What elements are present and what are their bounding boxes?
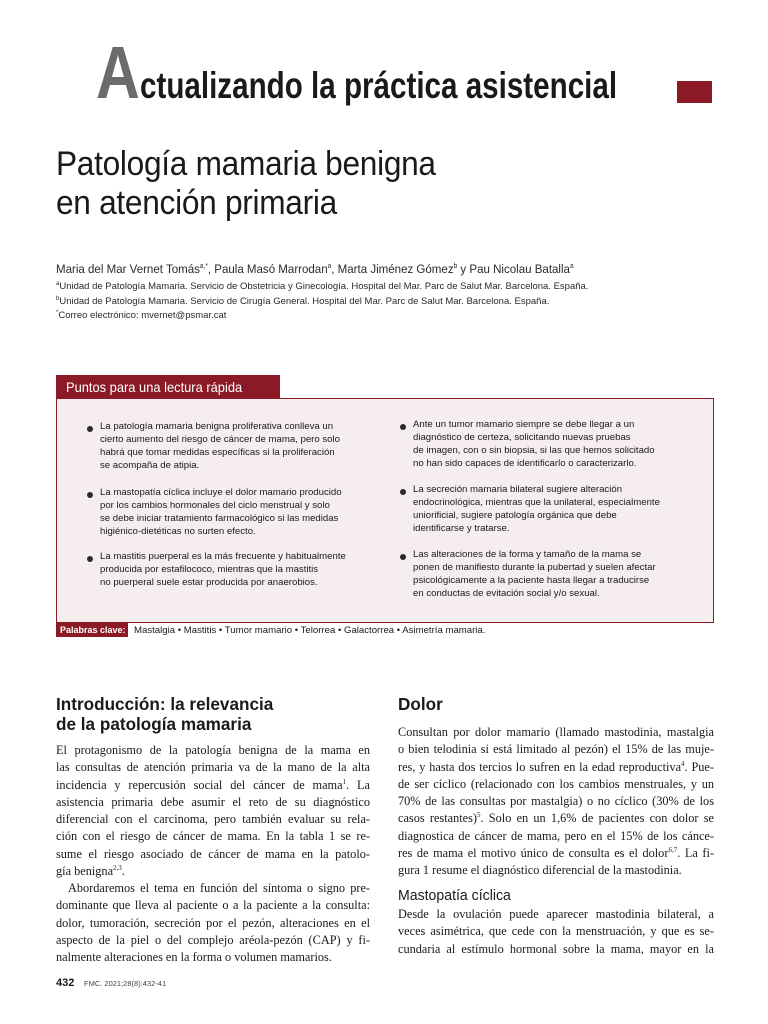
journal-reference: FMC. 2021;28(8):432-41	[84, 979, 167, 988]
mastopatia-heading: Mastopatía cíclica	[398, 887, 511, 904]
bullet-icon	[87, 492, 93, 498]
author-sup: a,*	[199, 262, 208, 270]
mastopatia-paragraph: Desde la ovulación puede aparecer mastodinia bilateral, a veces asimétrica, que cede con la menstruación, y que es se- cundaria al estímulo hormonal sobre la mama, mayor en la	[398, 907, 714, 956]
corresponding-email: *Correo electrónico: mvernet@psmar.cat	[56, 310, 227, 322]
article-title-line-1: Patología mamaria benigna	[56, 145, 436, 183]
author-name: y Pau Nicolau Batalla	[457, 262, 570, 276]
dolor-paragraph: Consultan por dolor mamario (llamado mastodinia, mastalgia o bien telodinia si está limitado al pezón) el 15% de las muje- res, y hasta dos tercios lo sufren en la edad reproductiva$^4$. Pue- de ser cíclico (relacionado con los cambios menstruales, y un 70% de las consultas por mastalgia) o no cíclico (30% de los casos restantes)$^5$. Solo en un 1,6% de pacientes con dolor se diagnostica de cáncer de mama, pero en el 15% de los cánce- res de mama el motivo único de consulta es el dolor$^{6,7}$. La fi- gura 1 resume el diagnóstico diferencial de la mastodinia.	[398, 725, 714, 878]
quick-read-heading: Puntos para una lectura rápida	[56, 375, 280, 399]
section-banner	[96, 31, 716, 114]
keywords-label: Palabras clave:	[56, 623, 128, 637]
quick-point: La patología mamaria benigna proliferativa conlleva un cierto aumento del riesgo de cáncer de mama, pero solo habrá que tomar medidas específicas si la proliferación se acompaña de atipia.	[100, 421, 340, 471]
author-sup: a	[569, 262, 574, 270]
quick-point: Las alteraciones de la forma y tamaño de la mama se ponen de manifiesto durante la pubertad y suelen afectar psicológicamente a la paciente hasta llegar a traducirse en conductas de evitación social y/o sexual.	[413, 549, 656, 599]
quick-point: La mastopatía cíclica incluye el dolor mamario producido por los cambios hormonales del ciclo menstrual y solo se debe iniciar tratamiento farmacológico si las medidas higiénico-dietéticas no surten efecto.	[100, 487, 342, 537]
quick-point: La mastitis puerperal es la más frecuente y habitualmente producida por estafilococo, mientras que la mastitis no puerperal suele estar producida por anaerobios.	[100, 551, 346, 588]
author-sup: a	[327, 262, 332, 270]
quick-point: Ante un tumor mamario siempre se debe llegar a un diagnóstico de certeza, solicitando nuevas pruebas de imagen, con o sin biopsia, si las que hemos solicitado no han sido capaces de identificarlo o caracterizarlo.	[413, 419, 655, 469]
article-title	[56, 145, 556, 223]
article-title-line-2: en atención primaria	[56, 184, 337, 222]
author-name: , Paula Masó Marrodan	[207, 262, 328, 276]
affiliation: $^b$Unidad de Patología Mamaria. Servicio de Cirugía General. Hospital del Mar. Parc de Salut Mar. Barcelona. España.	[56, 296, 550, 308]
intro-paragraph-2: Abordaremos el tema en función del síntoma o signo pre- dominante que lleva al paciente o a la paciente a la consulta: dolor, tumoración, secreción por el pezón, alteraciones en el aspecto de la piel o del complejo aréola-pezón (CAP) y fi- nalmente alteraciones en la forma o volumen mamarios.	[56, 881, 370, 965]
bullet-icon	[87, 426, 93, 432]
intro-paragraph-1: El protagonismo de la patología benigna de la mama en las consultas de atención primaria va de la mano de la alta incidencia y repercusión social del cáncer de mama$^1$. La asistencia primaria debe asumir el reto de su diagnóstico diferencial con el carcinoma, pero también evaluar su rela- ción con el riesgo de cáncer de mama. En la tabla 1 se re- sume el riesgo asociado de cáncer de mama en la patolo- gía benigna$^{2,3}$.	[56, 743, 370, 879]
bullet-icon	[87, 556, 93, 562]
dolor-heading: Dolor	[398, 694, 443, 714]
author-sup: b	[453, 262, 458, 270]
section-initial: A	[96, 31, 139, 114]
affiliation: $^a$Unidad de Patología Mamaria. Servicio de Obstetricia y Ginecología. Hospital del Mar. Parc de Salut Mar. Barcelona. España.	[56, 281, 589, 293]
author-name: Maria del Mar Vernet Tomás	[56, 262, 200, 276]
intro-heading: Introducción: la relevancia de la patología mamaria	[56, 694, 274, 734]
bullet-icon	[400, 554, 406, 560]
section-title: ctualizando la práctica asistencial	[140, 65, 618, 106]
quick-point: La secreción mamaria bilateral sugiere alteración endocrinológica, mientras que la unilateral, especialmente uniorificial, sugiere patología orgánica que debe identificarse y tratarse.	[413, 484, 660, 534]
author-list	[56, 262, 574, 276]
bullet-icon	[400, 489, 406, 495]
author-name: , Marta Jiménez Gómez	[331, 262, 454, 276]
keywords-list: Mastalgia • Mastitis • Tumor mamario • Telorrea • Galactorrea • Asimetría mamaria.	[134, 625, 486, 636]
page-number: 432	[56, 977, 75, 989]
bullet-icon	[400, 424, 406, 430]
section-accent-block	[677, 81, 712, 103]
